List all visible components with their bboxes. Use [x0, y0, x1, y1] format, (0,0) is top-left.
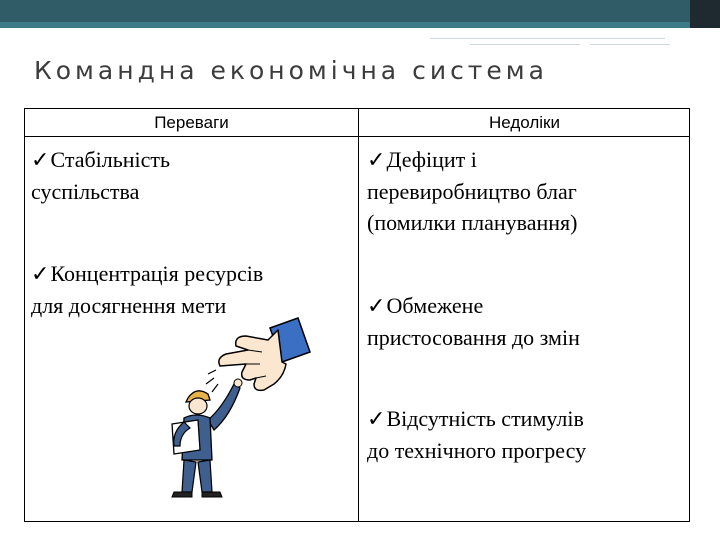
advantage-line: для досягнення мети [31, 293, 227, 318]
disadvantage-item [367, 290, 687, 353]
advantage-line: суспільства [31, 179, 140, 204]
worker-icon [172, 379, 242, 497]
advantage-item [31, 144, 351, 207]
top-decorative-band [0, 0, 720, 22]
disadvantage-line: Відсутність стимулів [386, 406, 584, 431]
disadvantage-line: (помилки планування) [367, 210, 578, 235]
worker-pointed-at-by-hand-icon [150, 300, 315, 500]
header-advantages: Переваги [154, 113, 229, 132]
checkmark-icon: ✓ [367, 407, 386, 432]
top-band-corner [690, 0, 720, 28]
pointing-hand-icon [206, 318, 310, 392]
disadvantage-line: Обмежене [386, 293, 484, 318]
advantage-line: Стабільність [50, 147, 171, 172]
checkmark-icon: ✓ [31, 148, 50, 173]
slide-title: Командна економічна система [34, 56, 548, 85]
checkmark-icon: ✓ [31, 262, 50, 287]
table-header-row [25, 109, 689, 137]
disadvantage-line: до технічного прогресу [367, 438, 587, 463]
disadvantage-line: перевиробництво благ [367, 179, 577, 204]
disadvantage-line: Дефіцит і [386, 147, 477, 172]
comparison-table [24, 108, 690, 522]
decorative-line [590, 44, 670, 45]
advantage-line: Концентрація ресурсів [50, 261, 264, 286]
decorative-line [430, 38, 665, 39]
decorative-line [470, 44, 580, 45]
disadvantage-item [367, 403, 687, 466]
checkmark-icon: ✓ [367, 294, 386, 319]
top-band-accent [0, 22, 720, 28]
header-disadvantages: Недоліки [489, 113, 560, 132]
disadvantage-line: пристосовання до змін [367, 325, 580, 350]
disadvantage-item [367, 144, 687, 238]
checkmark-icon: ✓ [367, 148, 386, 173]
